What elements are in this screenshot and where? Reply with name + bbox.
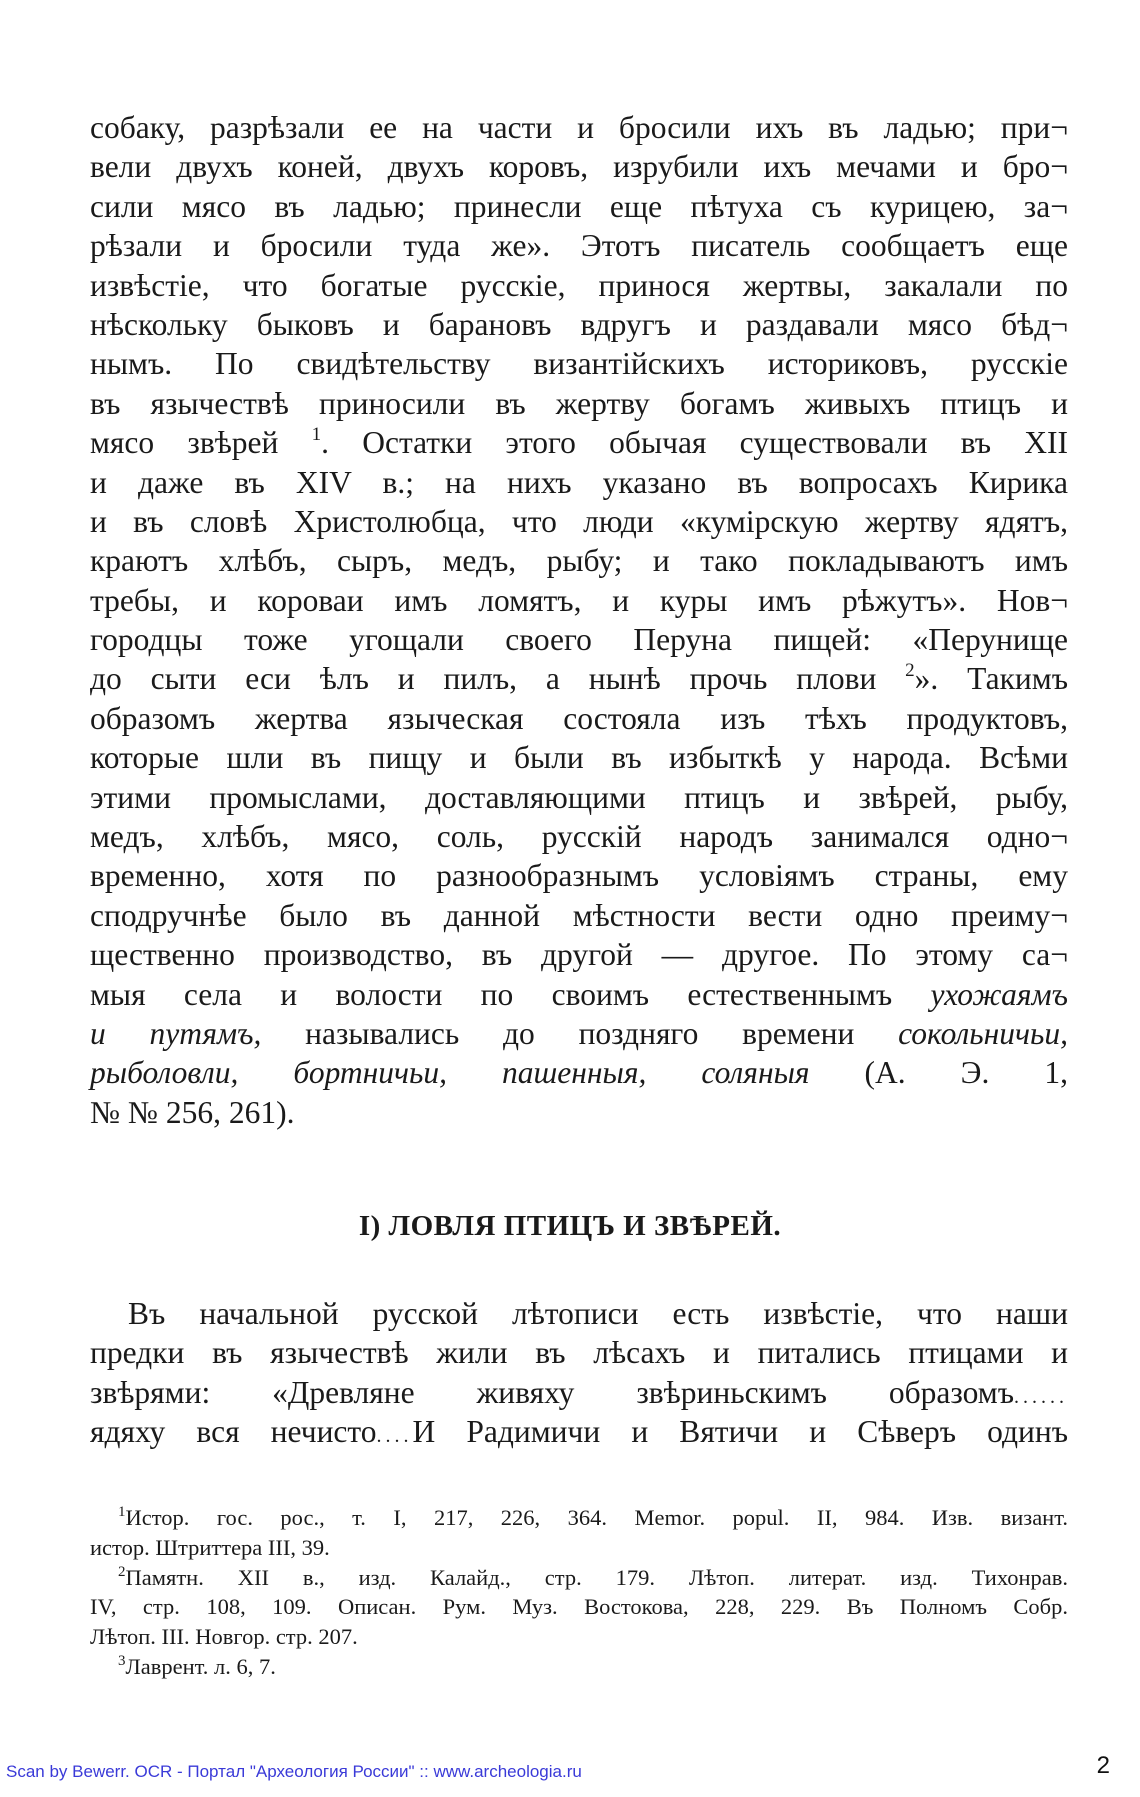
- text-line: [90, 659, 1068, 698]
- footnote-ref-2[interactable]: 2: [905, 660, 915, 682]
- text-line: [90, 1373, 1068, 1412]
- footnote-number: 1: [118, 1504, 126, 1520]
- text-line: нымъ. По свидѣтельству византійскихъ историковъ, русскіе: [90, 346, 1068, 382]
- text-line: [90, 975, 1068, 1014]
- text-line: городцы тоже угощали своего Перуна пищей: «Перунище: [90, 622, 1068, 658]
- footnotes: [90, 1503, 1068, 1682]
- page-number: 2: [1096, 1752, 1110, 1779]
- footnote-text: Лаврент. л. 6, 7.: [125, 1653, 276, 1679]
- text-segment: (А. Э. 1,: [809, 1055, 1068, 1091]
- text-segment: И Радимичи и Вятичи и Сѣверъ одинъ: [412, 1414, 1068, 1450]
- italic-term: ухожаямъ: [930, 976, 1068, 1012]
- text-segment: назывались до поздняго времени: [261, 1015, 899, 1051]
- text-line: и даже въ XIV в.; на нихъ указано въ вопросахъ Кирика: [90, 464, 1068, 500]
- text-line: въ язычествѣ приносили въ жертву богамъ живыхъ птицъ и: [90, 385, 1068, 421]
- section-heading: I) ЛОВЛЯ ПТИЦЪ И ЗВѢРЕЙ.: [358, 1210, 782, 1242]
- ellipsis-dots: ....: [376, 1425, 413, 1448]
- text-line: [90, 1053, 1068, 1092]
- italic-term: и путямъ,: [90, 1015, 262, 1051]
- text-line: предки въ язычествѣ жили въ лѣсахъ и питались птицами и: [90, 1335, 1068, 1371]
- text-line: образомъ жертва языческая состояла изъ тѣхъ продуктовъ,: [90, 700, 1068, 736]
- footnote-number: 2: [118, 1563, 126, 1580]
- footnote-2-continued: Лѣтоп. III. Новгор. стр. 207.: [90, 1624, 358, 1650]
- ellipsis-dots: ......: [1014, 1385, 1068, 1408]
- footnote-ref-1[interactable]: 1: [311, 424, 322, 446]
- scan-credit-link[interactable]: Scan by Bewerr. OCR - Портал "Археология России" :: www.archeologia.ru: [6, 1762, 582, 1781]
- text-line: вели двухъ коней, двухъ коровъ, изрубили ихъ мечами и бро¬: [90, 149, 1068, 185]
- footnote-2: [90, 1563, 1068, 1593]
- second-paragraph: [90, 1294, 1068, 1452]
- text-line: собаку, разрѣзали ее на части и бросили ихъ въ ладью; при¬: [90, 110, 1068, 145]
- text-line: извѣстіе, что богатые русскіе, принося жертвы, закалали по: [90, 267, 1068, 303]
- text-line: [90, 1014, 1068, 1053]
- text-segment: . Остатки этого обычая существовали въ XII: [321, 425, 1068, 461]
- footnote-text: Истор. гос. рос., т. I, 217, 226, 364. Memor. popul. II, 984. Изв. визант.: [125, 1505, 1068, 1530]
- text-segment: звѣрями: «Древляне живяху звѣриньскимъ образомъ: [90, 1374, 1014, 1410]
- footnote-1: [90, 1503, 1068, 1533]
- text-line: которые шли въ пищу и были въ избыткѣ у народа. Всѣми: [90, 740, 1068, 776]
- text-line: требы, и короваи имъ ломятъ, и куры имъ рѣжутъ». Нов¬: [90, 582, 1068, 618]
- text-line: № № 256, 261).: [90, 1094, 295, 1130]
- main-paragraph: [90, 108, 1068, 1132]
- text-line: рѣзали и бросили туда же». Этотъ писатель сообщаетъ еще: [90, 228, 1068, 264]
- footnote-text: Памятн. XII в., изд. Калайд., стр. 179. Лѣтоп. литерат. изд. Тихонрав.: [125, 1564, 1068, 1590]
- footnote-1-continued: истор. Штриттера III, 39.: [90, 1534, 330, 1560]
- italic-term: рыболовли, бортничьи, пашенныя, соляныя: [90, 1055, 810, 1091]
- text-line: и въ словѣ Христолюбца, что люди «кумірскую жертву ядятъ,: [90, 503, 1068, 539]
- footnote-2-continued: IV, стр. 108, 109. Описан. Рум. Муз. Востокова, 228, 229. Въ Полномъ Собр.: [90, 1594, 1068, 1620]
- text-line: Въ начальной русской лѣтописи есть извѣстіе, что наши: [128, 1296, 1068, 1331]
- text-line: нѣскольку быковъ и барановъ вдругъ и раздавали мясо бѣд¬: [90, 306, 1068, 342]
- text-line: краютъ хлѣбъ, сыръ, медъ, рыбу; и тако покладываютъ имъ: [90, 543, 1068, 579]
- text-segment: мясо звѣрей: [90, 425, 312, 461]
- text-line: щественно производство, въ другой — другое. По этому са¬: [90, 937, 1068, 973]
- text-segment: мыя села и волости по своимъ естественнымъ: [90, 976, 931, 1012]
- footnote-3: [90, 1652, 1068, 1682]
- text-line: временно, хотя по разнообразнымъ условіямъ страны, ему: [90, 858, 1068, 894]
- text-line: этими промыслами, доставляющими птицъ и звѣрей, рыбу,: [90, 779, 1068, 815]
- text-segment: до сыти еси ѣлъ и пилъ, а нынѣ прочь плови: [90, 661, 906, 697]
- text-line: [90, 1412, 1068, 1451]
- text-line: сили мясо въ ладью; принесли еще пѣтуха съ курицею, за¬: [90, 188, 1068, 224]
- footnote-number: 3: [118, 1652, 126, 1669]
- text-line: медъ, хлѣбъ, мясо, соль, русскій народъ занимался одно¬: [90, 819, 1068, 855]
- italic-term: сокольничьи,: [898, 1015, 1068, 1051]
- text-segment: ». Такимъ: [914, 661, 1068, 697]
- text-line: сподручнѣе было въ данной мѣстности вести одно преиму¬: [90, 897, 1068, 933]
- text-segment: ядяху вся нечисто: [90, 1414, 377, 1450]
- text-line: [90, 423, 1068, 462]
